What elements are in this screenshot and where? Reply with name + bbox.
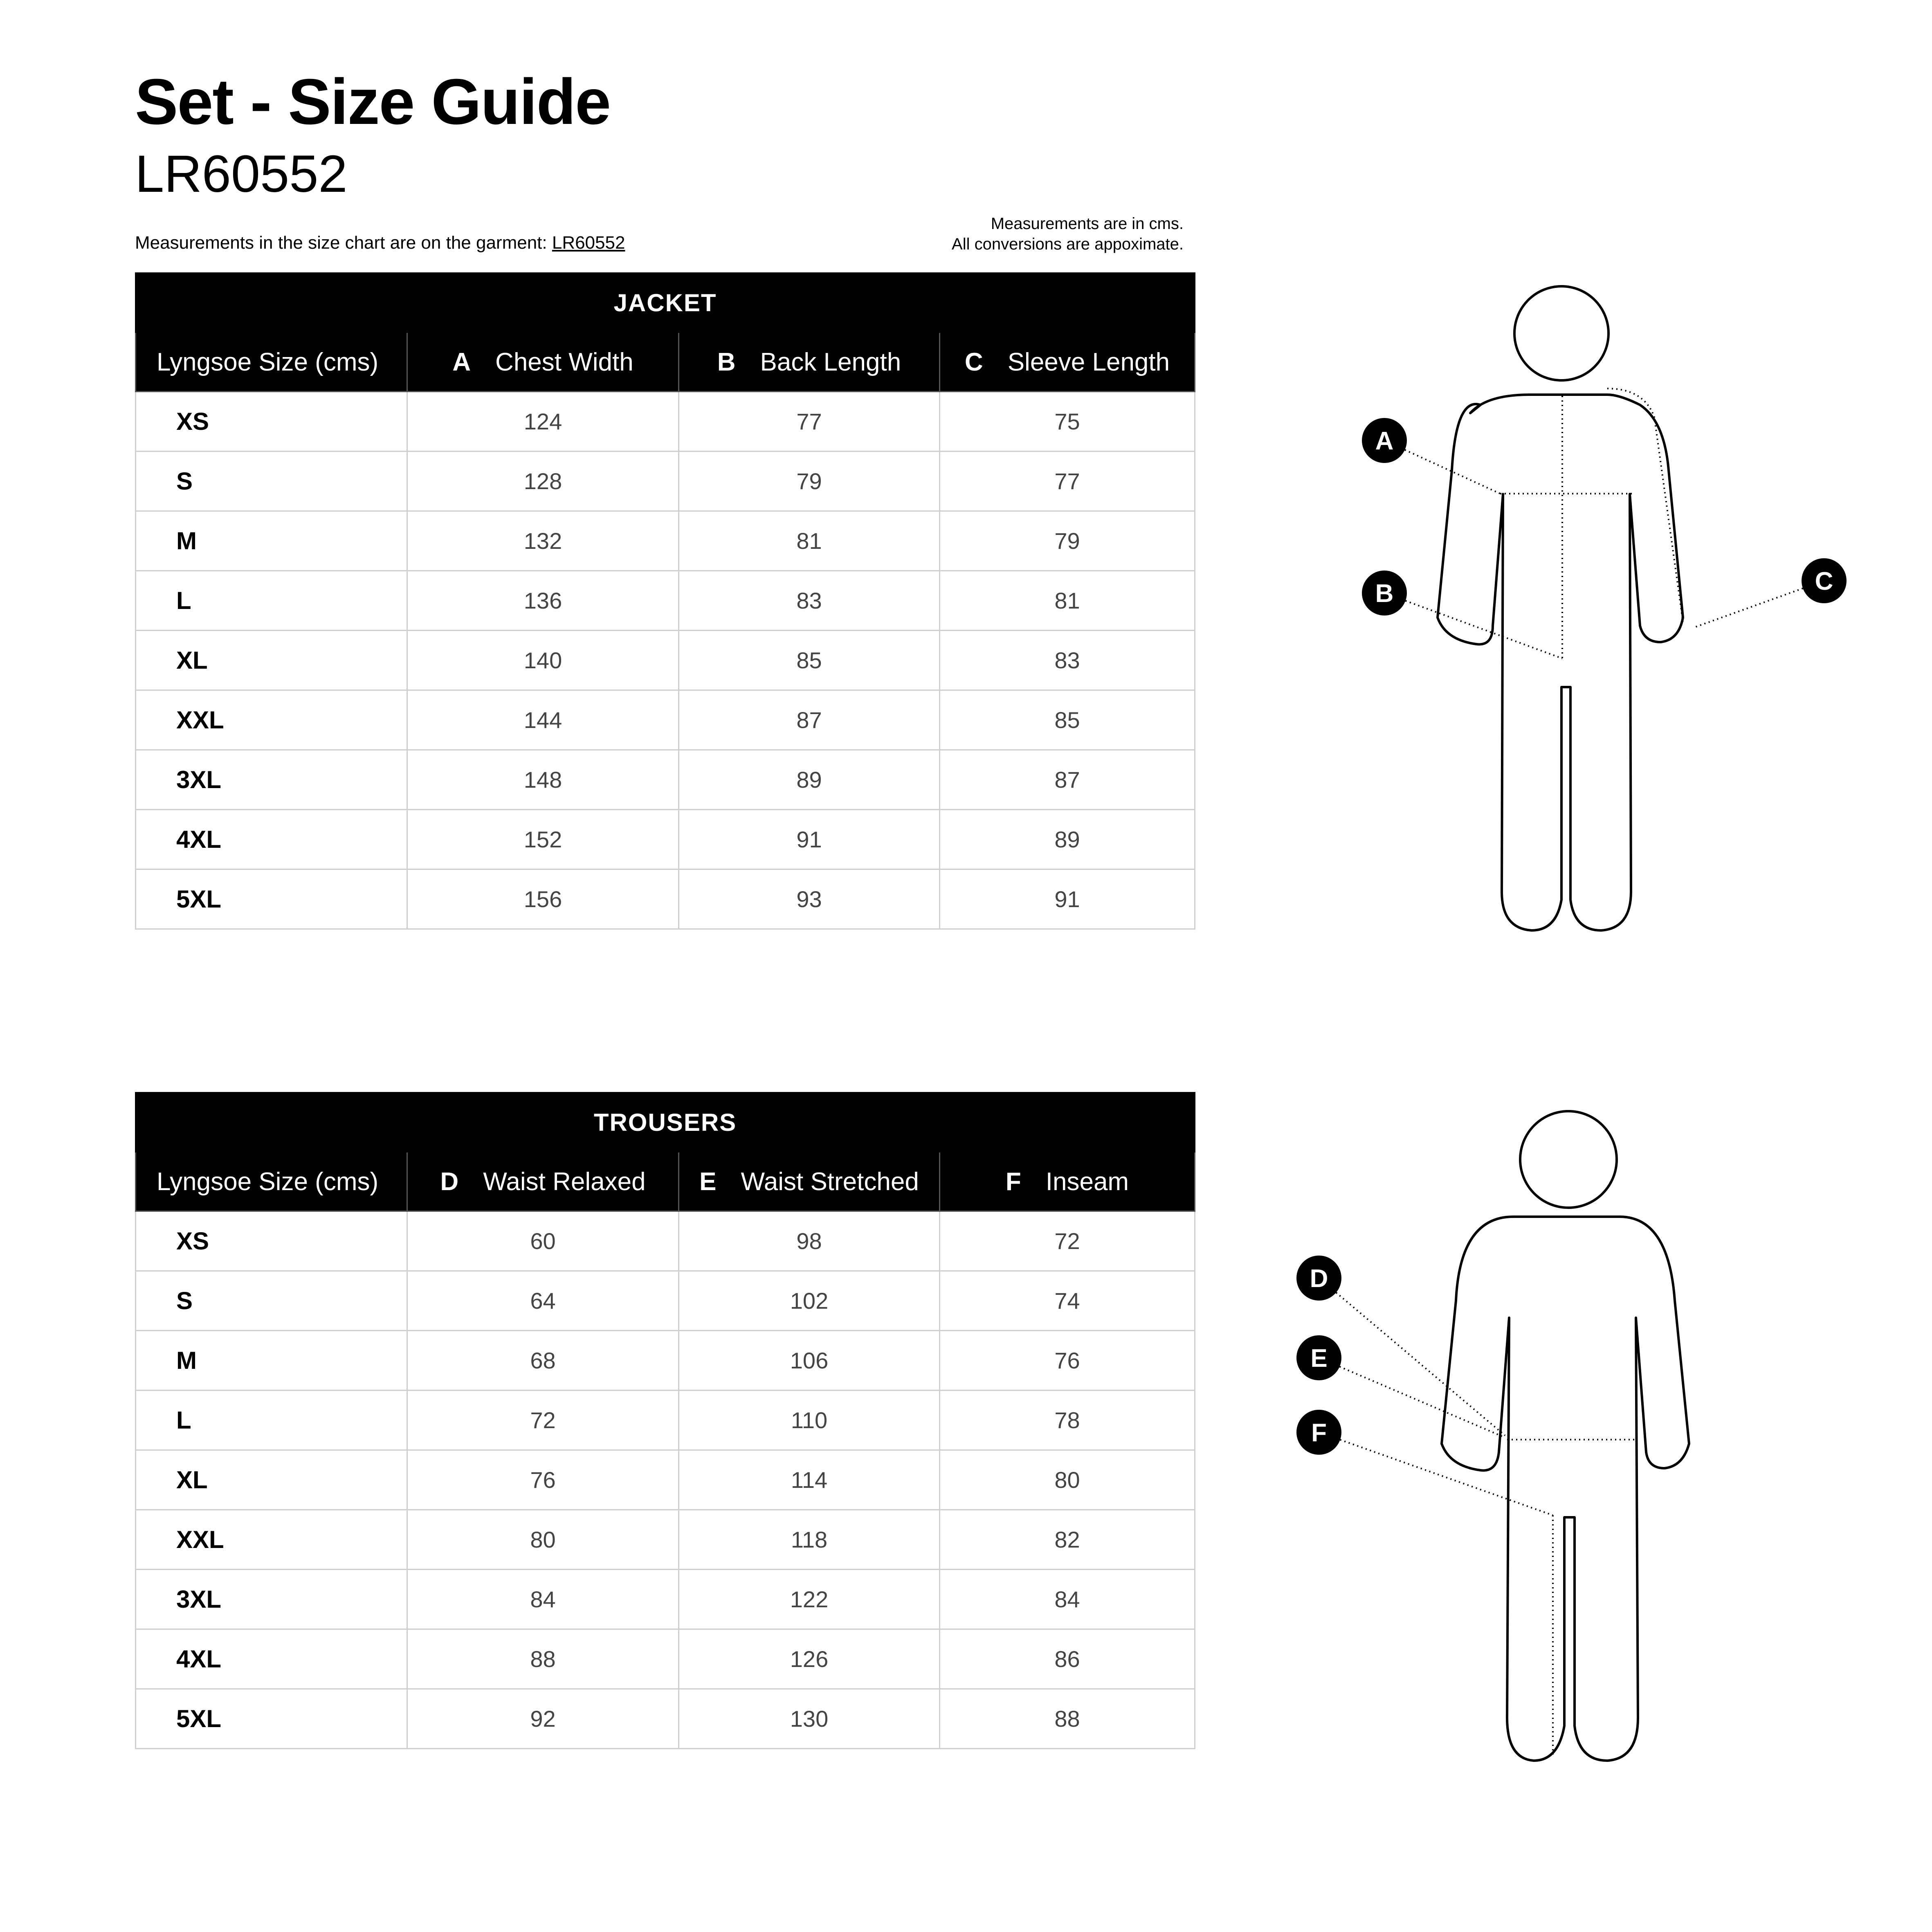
garment-note: [135, 234, 625, 252]
column-label: Inseam: [1045, 1167, 1129, 1196]
measurement-cell: 76: [407, 1450, 679, 1510]
measurement-cell: 114: [679, 1450, 940, 1510]
table-row: [136, 1570, 1195, 1629]
badge-f-label: F: [1311, 1419, 1327, 1447]
measurement-cell: 86: [940, 1629, 1195, 1689]
measurement-cell: 68: [407, 1331, 679, 1391]
measurement-cell: 85: [679, 631, 940, 690]
size-cell: 3XL: [136, 1570, 407, 1629]
badge-b-label: B: [1375, 580, 1394, 608]
measurement-cell: 79: [679, 452, 940, 511]
table-row: [136, 810, 1195, 869]
jacket-col-back-length: [679, 332, 940, 392]
column-letter: D: [440, 1167, 459, 1196]
size-cell: 3XL: [136, 750, 407, 810]
measurement-cell: 93: [679, 869, 940, 929]
figure-body-outline: [1438, 395, 1683, 930]
measurement-cell: 91: [679, 810, 940, 869]
measurement-cell: 75: [940, 392, 1195, 452]
measurement-cell: 124: [407, 392, 679, 452]
product-code: LR60552: [135, 145, 348, 203]
size-cell: L: [136, 571, 407, 631]
badge-d-label: D: [1310, 1265, 1328, 1293]
table-row: [136, 1450, 1195, 1510]
column-letter: B: [717, 348, 736, 376]
measurement-cell: 85: [940, 690, 1195, 750]
column-letter: A: [452, 348, 471, 376]
measurement-cell: 84: [940, 1570, 1195, 1629]
figure-body-outline: [1442, 1217, 1689, 1761]
figure-head: [1514, 286, 1609, 380]
trousers-table-body: [136, 1211, 1195, 1749]
measurement-cell: 72: [407, 1391, 679, 1450]
table-row: [136, 392, 1195, 452]
column-label: Lyngsoe Size (cms): [157, 348, 379, 376]
size-cell: 4XL: [136, 1629, 407, 1689]
measurement-cell: 89: [940, 810, 1195, 869]
table-row: [136, 869, 1195, 929]
leader-d: [1319, 1278, 1505, 1436]
garment-note-text: Measurements in the size chart are on the garment:: [135, 233, 552, 253]
trousers-col-waist-relaxed: [407, 1152, 679, 1211]
jacket-table-body: [136, 392, 1195, 929]
size-cell: 5XL: [136, 1689, 407, 1749]
measurement-cell: 76: [940, 1331, 1195, 1391]
measurement-cell: 136: [407, 571, 679, 631]
page-title: Set - Size Guide: [135, 66, 611, 138]
badge-d: [1296, 1256, 1341, 1301]
table-row: [136, 571, 1195, 631]
measurement-cell: 78: [940, 1391, 1195, 1450]
measurement-cell: 82: [940, 1510, 1195, 1570]
table-row: [136, 1629, 1195, 1689]
measurement-cell: 106: [679, 1331, 940, 1391]
measurement-cell: 77: [679, 392, 940, 452]
table-row: [136, 1271, 1195, 1331]
column-label: Waist Stretched: [741, 1167, 919, 1196]
measurement-cell: 128: [407, 452, 679, 511]
measurement-cell: 144: [407, 690, 679, 750]
badge-a: [1362, 418, 1407, 463]
measurement-cell: 74: [940, 1271, 1195, 1331]
units-note: [952, 213, 1184, 254]
size-cell: 5XL: [136, 869, 407, 929]
measurement-cell: 87: [679, 690, 940, 750]
measurement-cell: 83: [679, 571, 940, 631]
column-letter: C: [964, 348, 983, 376]
size-cell: XS: [136, 1211, 407, 1271]
leader-e: [1319, 1358, 1505, 1438]
figure-head: [1520, 1111, 1617, 1208]
measurement-cell: 140: [407, 631, 679, 690]
units-note-line2: All conversions are appoximate.: [952, 235, 1184, 253]
badge-a-label: A: [1375, 427, 1394, 455]
size-cell: XS: [136, 392, 407, 452]
size-cell: S: [136, 1271, 407, 1331]
table-row: [136, 452, 1195, 511]
jacket-table-title: JACKET: [136, 273, 1195, 332]
measurement-cell: 156: [407, 869, 679, 929]
badge-b: [1362, 571, 1407, 616]
measurement-cell: 98: [679, 1211, 940, 1271]
measurement-cell: 81: [679, 511, 940, 571]
column-letter: E: [699, 1167, 717, 1196]
trousers-col-size: [136, 1152, 407, 1211]
table-row: [136, 1689, 1195, 1749]
size-cell: 4XL: [136, 810, 407, 869]
measurement-cell: 87: [940, 750, 1195, 810]
column-label: Sleeve Length: [1007, 348, 1170, 376]
measurement-cell: 130: [679, 1689, 940, 1749]
table-row: [136, 690, 1195, 750]
measurement-cell: 92: [407, 1689, 679, 1749]
size-cell: M: [136, 1331, 407, 1391]
measurement-cell: 91: [940, 869, 1195, 929]
trousers-size-table: [135, 1092, 1195, 1749]
jacket-col-size: [136, 332, 407, 392]
measurement-cell: 80: [940, 1450, 1195, 1510]
measurement-cell: 81: [940, 571, 1195, 631]
size-cell: L: [136, 1391, 407, 1450]
measurement-cell: 152: [407, 810, 679, 869]
measurement-cell: 102: [679, 1271, 940, 1331]
measurement-cell: 84: [407, 1570, 679, 1629]
measurement-cell: 122: [679, 1570, 940, 1629]
measurement-cell: 132: [407, 511, 679, 571]
measurement-cell: 89: [679, 750, 940, 810]
trousers-col-waist-stretched: [679, 1152, 940, 1211]
size-cell: M: [136, 511, 407, 571]
units-note-line1: Measurements are in cms.: [991, 215, 1184, 233]
measurement-cell: 60: [407, 1211, 679, 1271]
size-cell: S: [136, 452, 407, 511]
size-cell: XXL: [136, 690, 407, 750]
table-row: [136, 1211, 1195, 1271]
measurement-cell: 77: [940, 452, 1195, 511]
badge-e-label: E: [1310, 1344, 1328, 1373]
jacket-measurement-figure: [1350, 278, 1865, 949]
measurement-cell: 72: [940, 1211, 1195, 1271]
table-row: [136, 750, 1195, 810]
measurement-cell: 88: [940, 1689, 1195, 1749]
jacket-col-chest-width: [407, 332, 679, 392]
table-row: [136, 1331, 1195, 1391]
table-row: [136, 511, 1195, 571]
size-cell: XL: [136, 631, 407, 690]
column-label: Back Length: [760, 348, 901, 376]
garment-code-link[interactable]: LR60552: [552, 233, 625, 253]
measurement-cell: 64: [407, 1271, 679, 1331]
badge-c: [1802, 558, 1847, 603]
column-label: Chest Width: [495, 348, 634, 376]
column-label: Lyngsoe Size (cms): [157, 1167, 379, 1196]
size-cell: XXL: [136, 1510, 407, 1570]
jacket-col-sleeve-length: [940, 332, 1195, 392]
measurement-cell: 148: [407, 750, 679, 810]
measurement-cell: 126: [679, 1629, 940, 1689]
measurement-cell: 118: [679, 1510, 940, 1570]
badge-f: [1296, 1410, 1341, 1455]
leader-f: [1319, 1432, 1553, 1515]
measurement-cell: 88: [407, 1629, 679, 1689]
measurement-cell: 80: [407, 1510, 679, 1570]
column-label: Waist Relaxed: [483, 1167, 646, 1196]
trousers-measurement-figure: [1288, 1104, 1799, 1775]
table-row: [136, 1391, 1195, 1450]
measurement-cell: 110: [679, 1391, 940, 1450]
trousers-table-title: TROUSERS: [136, 1093, 1195, 1152]
table-row: [136, 631, 1195, 690]
badge-c-label: C: [1815, 567, 1833, 595]
size-cell: XL: [136, 1450, 407, 1510]
trousers-col-inseam: [940, 1152, 1195, 1211]
measurement-cell: 83: [940, 631, 1195, 690]
column-letter: F: [1005, 1167, 1021, 1196]
leader-b: [1384, 593, 1562, 658]
table-row: [136, 1510, 1195, 1570]
badge-e: [1296, 1335, 1341, 1380]
measurement-cell: 79: [940, 511, 1195, 571]
jacket-size-table: [135, 272, 1195, 930]
